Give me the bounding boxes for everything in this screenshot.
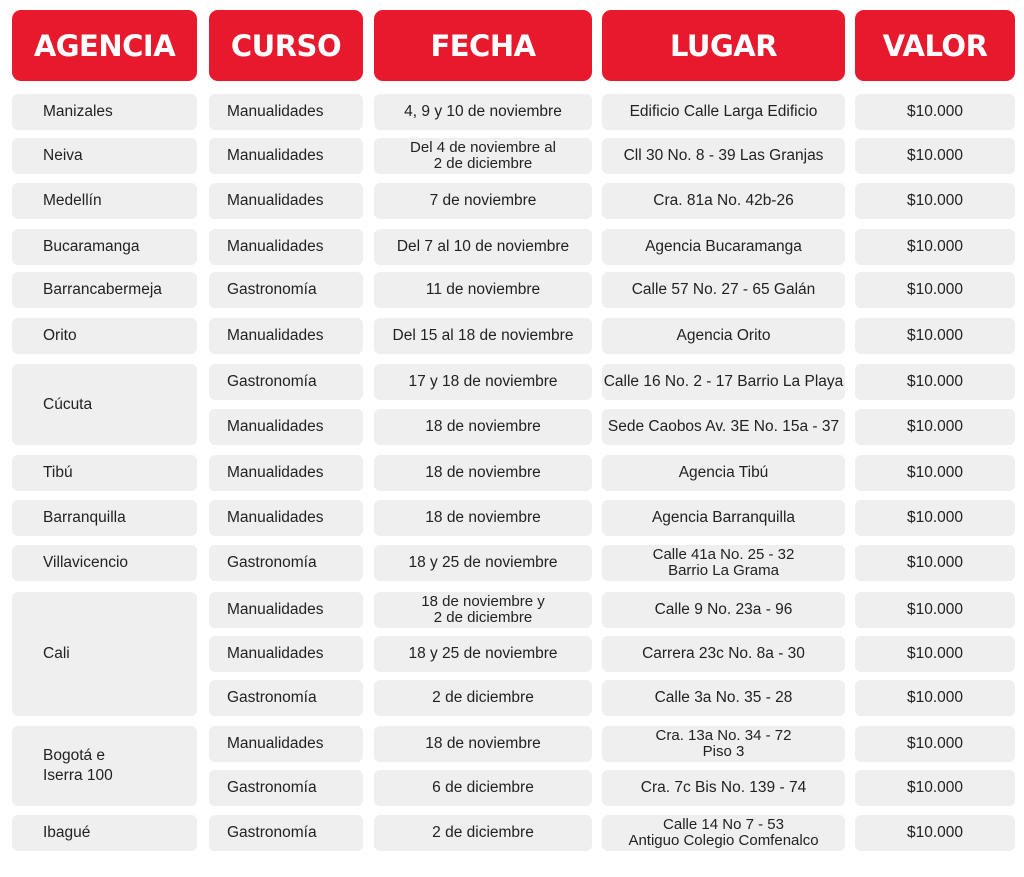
header-curso: CURSO xyxy=(209,10,363,81)
valor-cell: $10.000 xyxy=(855,455,1015,491)
curso-cell: Gastronomía xyxy=(209,815,363,851)
lugar-cell: Agencia Orito xyxy=(602,318,845,354)
cell-text-line: 2 de diciembre xyxy=(433,609,533,626)
curso-cell: Manualidades xyxy=(209,726,363,762)
lugar-cell: Cll 30 No. 8 - 39 Las Granjas xyxy=(602,138,845,174)
curso-cell: Manualidades xyxy=(209,229,363,265)
lugar-cell: Agencia Bucaramanga xyxy=(602,229,845,265)
header-lugar: LUGAR xyxy=(602,10,845,81)
lugar-cell: Calle 3a No. 35 - 28 xyxy=(602,680,845,716)
fecha-cell: 18 de noviembre xyxy=(374,455,592,491)
fecha-cell xyxy=(374,592,592,628)
valor-cell: $10.000 xyxy=(855,318,1015,354)
valor-cell: $10.000 xyxy=(855,138,1015,174)
fecha-cell xyxy=(374,138,592,174)
agencia-cell: Villavicencio xyxy=(12,545,197,581)
fecha-cell: 17 y 18 de noviembre xyxy=(374,364,592,400)
agencia-cell: Cali xyxy=(12,592,197,716)
valor-cell: $10.000 xyxy=(855,409,1015,445)
fecha-cell: 4, 9 y 10 de noviembre xyxy=(374,94,592,130)
valor-cell: $10.000 xyxy=(855,545,1015,581)
fecha-cell: Del 15 al 18 de noviembre xyxy=(374,318,592,354)
valor-cell: $10.000 xyxy=(855,229,1015,265)
agencia-cell xyxy=(12,726,197,806)
curso-cell: Gastronomía xyxy=(209,364,363,400)
fecha-cell: 18 de noviembre xyxy=(374,500,592,536)
cell-text-line: Barrio La Grama xyxy=(668,562,779,579)
fecha-cell: 11 de noviembre xyxy=(374,272,592,308)
fecha-cell: 18 de noviembre xyxy=(374,409,592,445)
curso-cell: Manualidades xyxy=(209,94,363,130)
agencia-cell: Barranquilla xyxy=(12,500,197,536)
curso-cell: Manualidades xyxy=(209,500,363,536)
lugar-cell: Agencia Barranquilla xyxy=(602,500,845,536)
lugar-cell: Agencia Tibú xyxy=(602,455,845,491)
agencia-cell: Barrancabermeja xyxy=(12,272,197,308)
curso-cell: Manualidades xyxy=(209,592,363,628)
valor-cell: $10.000 xyxy=(855,183,1015,219)
curso-cell: Gastronomía xyxy=(209,770,363,806)
curso-cell: Gastronomía xyxy=(209,545,363,581)
fecha-cell: 18 y 25 de noviembre xyxy=(374,636,592,672)
curso-cell: Gastronomía xyxy=(209,680,363,716)
valor-cell: $10.000 xyxy=(855,636,1015,672)
agencia-cell: Tibú xyxy=(12,455,197,491)
cell-text-line: Calle 14 No 7 - 53 xyxy=(663,816,784,833)
lugar-cell xyxy=(602,545,845,581)
lugar-cell: Edificio Calle Larga Edificio xyxy=(602,94,845,130)
valor-cell: $10.000 xyxy=(855,592,1015,628)
fecha-cell: 2 de diciembre xyxy=(374,815,592,851)
valor-cell: $10.000 xyxy=(855,500,1015,536)
cell-text-line: Iserra 100 xyxy=(43,767,113,784)
fecha-cell: 6 de diciembre xyxy=(374,770,592,806)
fecha-cell: 2 de diciembre xyxy=(374,680,592,716)
valor-cell: $10.000 xyxy=(855,770,1015,806)
fecha-cell: 18 de noviembre xyxy=(374,726,592,762)
agencia-cell: Neiva xyxy=(12,138,197,174)
header-fecha: FECHA xyxy=(374,10,592,81)
valor-cell: $10.000 xyxy=(855,364,1015,400)
valor-cell: $10.000 xyxy=(855,726,1015,762)
cell-text-line: Antiguo Colegio Comfenalco xyxy=(628,832,819,849)
cell-text-line: 2 de diciembre xyxy=(433,155,533,172)
lugar-cell: Cra. 81a No. 42b-26 xyxy=(602,183,845,219)
cell-text-line: Calle 41a No. 25 - 32 xyxy=(652,546,795,563)
header-valor: VALOR xyxy=(855,10,1015,81)
cell-text-line: Piso 3 xyxy=(702,743,745,760)
agencia-cell: Ibagué xyxy=(12,815,197,851)
lugar-cell: Calle 16 No. 2 - 17 Barrio La Playa xyxy=(602,364,845,400)
curso-cell: Manualidades xyxy=(209,183,363,219)
valor-cell: $10.000 xyxy=(855,272,1015,308)
cell-text-line: Cra. 13a No. 34 - 72 xyxy=(655,727,792,744)
agencia-cell: Manizales xyxy=(12,94,197,130)
curso-cell: Manualidades xyxy=(209,138,363,174)
agencia-cell: Bucaramanga xyxy=(12,229,197,265)
lugar-cell: Sede Caobos Av. 3E No. 15a - 37 xyxy=(602,409,845,445)
cell-text-line: Del 4 de noviembre al xyxy=(410,139,556,156)
lugar-cell: Carrera 23c No. 8a - 30 xyxy=(602,636,845,672)
curso-cell: Manualidades xyxy=(209,409,363,445)
curso-cell: Manualidades xyxy=(209,455,363,491)
lugar-cell: Calle 57 No. 27 - 65 Galán xyxy=(602,272,845,308)
agencia-cell: Medellín xyxy=(12,183,197,219)
lugar-cell xyxy=(602,726,845,762)
header-agencia: AGENCIA xyxy=(12,10,197,81)
cell-text-line: Bogotá e xyxy=(43,747,106,764)
curso-cell: Manualidades xyxy=(209,318,363,354)
fecha-cell: 18 y 25 de noviembre xyxy=(374,545,592,581)
valor-cell: $10.000 xyxy=(855,815,1015,851)
fecha-cell: 7 de noviembre xyxy=(374,183,592,219)
valor-cell: $10.000 xyxy=(855,94,1015,130)
lugar-cell xyxy=(602,815,845,851)
fecha-cell: Del 7 al 10 de noviembre xyxy=(374,229,592,265)
lugar-cell: Calle 9 No. 23a - 96 xyxy=(602,592,845,628)
valor-cell: $10.000 xyxy=(855,680,1015,716)
lugar-cell: Cra. 7c Bis No. 139 - 74 xyxy=(602,770,845,806)
agencia-cell: Orito xyxy=(12,318,197,354)
curso-cell: Manualidades xyxy=(209,636,363,672)
cell-text-line: 18 de noviembre y xyxy=(421,593,545,610)
curso-cell: Gastronomía xyxy=(209,272,363,308)
agencia-cell: Cúcuta xyxy=(12,364,197,445)
